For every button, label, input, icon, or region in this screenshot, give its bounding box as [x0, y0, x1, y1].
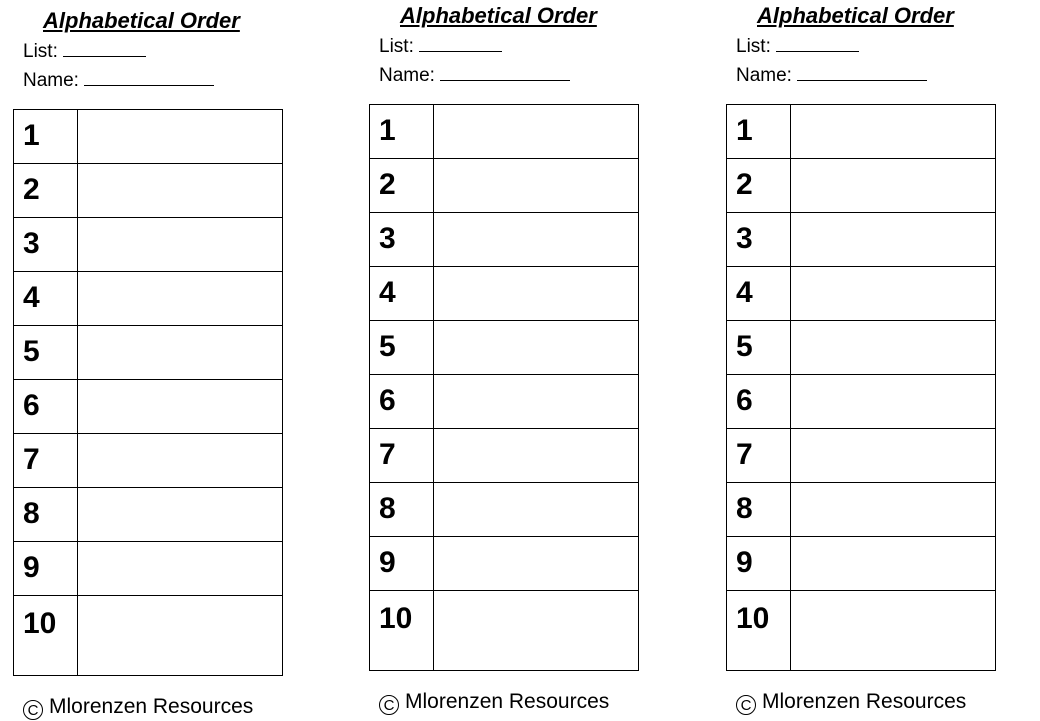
worksheet-title: Alphabetical Order [43, 8, 240, 33]
list-field [379, 36, 502, 58]
table-row [370, 483, 639, 537]
name-blank[interactable] [440, 66, 570, 81]
row-number: 1 [14, 110, 78, 164]
list-blank[interactable] [776, 37, 859, 52]
answer-table [726, 104, 996, 671]
row-number: 5 [14, 326, 78, 380]
table-row [370, 321, 639, 375]
table-row [370, 159, 639, 213]
row-number: 2 [727, 159, 791, 213]
row-number: 1 [370, 105, 434, 159]
row-number: 2 [370, 159, 434, 213]
row-number: 8 [727, 483, 791, 537]
table-row [370, 213, 639, 267]
row-number: 8 [14, 488, 78, 542]
row-number: 7 [727, 429, 791, 483]
worksheet-title: Alphabetical Order [757, 3, 954, 28]
row-number: 2 [14, 164, 78, 218]
row-number: 9 [727, 537, 791, 591]
row-number: 3 [727, 213, 791, 267]
row-number: 7 [370, 429, 434, 483]
name-blank[interactable] [84, 71, 214, 86]
table-row [727, 267, 996, 321]
table-row [370, 375, 639, 429]
answer-cell[interactable] [434, 321, 639, 375]
name-field [23, 70, 214, 92]
row-number: 9 [14, 542, 78, 596]
copyright-line [379, 690, 609, 715]
answer-cell[interactable] [78, 488, 283, 542]
list-field [23, 41, 146, 63]
answer-cell[interactable] [434, 213, 639, 267]
answer-cell[interactable] [434, 537, 639, 591]
table-row [14, 542, 283, 596]
table-row [14, 218, 283, 272]
answer-cell[interactable] [791, 591, 996, 671]
worksheet-2 [369, 3, 669, 720]
list-label: List: [23, 41, 58, 62]
worksheet-3 [726, 3, 1026, 720]
answer-cell[interactable] [78, 164, 283, 218]
answer-cell[interactable] [791, 159, 996, 213]
name-label: Name: [379, 65, 435, 86]
table-row [14, 110, 283, 164]
table-row [14, 488, 283, 542]
table-row [727, 321, 996, 375]
row-number: 8 [370, 483, 434, 537]
table-row [14, 326, 283, 380]
table-row [14, 596, 283, 676]
answer-cell[interactable] [791, 213, 996, 267]
list-blank[interactable] [63, 42, 146, 57]
row-number: 10 [14, 596, 78, 676]
answer-cell[interactable] [791, 483, 996, 537]
row-number: 9 [370, 537, 434, 591]
table-row [14, 164, 283, 218]
answer-cell[interactable] [791, 375, 996, 429]
row-number: 5 [727, 321, 791, 375]
table-row [727, 591, 996, 671]
table-row [727, 483, 996, 537]
row-number: 4 [727, 267, 791, 321]
table-row [727, 213, 996, 267]
name-label: Name: [23, 70, 79, 91]
table-row [727, 105, 996, 159]
table-row [14, 380, 283, 434]
row-number: 6 [14, 380, 78, 434]
row-number: 5 [370, 321, 434, 375]
table-row [370, 537, 639, 591]
answer-cell[interactable] [434, 591, 639, 671]
table-row [370, 267, 639, 321]
row-number: 3 [370, 213, 434, 267]
copyright-line [23, 695, 253, 720]
copyright-icon: C [379, 695, 399, 715]
answer-cell[interactable] [434, 375, 639, 429]
copyright-text: Mlorenzen Resources [762, 690, 967, 713]
answer-cell[interactable] [78, 434, 283, 488]
answer-cell[interactable] [78, 272, 283, 326]
answer-table [13, 109, 283, 676]
answer-cell[interactable] [78, 542, 283, 596]
table-row [370, 429, 639, 483]
row-number: 10 [727, 591, 791, 671]
answer-cell[interactable] [434, 429, 639, 483]
answer-cell[interactable] [434, 267, 639, 321]
answer-cell[interactable] [791, 267, 996, 321]
worksheet-title: Alphabetical Order [400, 3, 597, 28]
table-row [14, 272, 283, 326]
answer-cell[interactable] [78, 596, 283, 676]
copyright-icon: C [23, 700, 43, 720]
row-number: 3 [14, 218, 78, 272]
list-field [736, 36, 859, 58]
list-label: List: [736, 36, 771, 57]
answer-cell[interactable] [78, 380, 283, 434]
row-number: 6 [727, 375, 791, 429]
row-number: 4 [370, 267, 434, 321]
answer-table [369, 104, 639, 671]
table-row [727, 159, 996, 213]
copyright-line [736, 690, 966, 715]
list-blank[interactable] [419, 37, 502, 52]
name-blank[interactable] [797, 66, 927, 81]
list-label: List: [379, 36, 414, 57]
answer-cell[interactable] [791, 321, 996, 375]
worksheet-1 [13, 8, 313, 720]
table-row [727, 537, 996, 591]
table-row [727, 429, 996, 483]
copyright-text: Mlorenzen Resources [405, 690, 610, 713]
answer-cell[interactable] [78, 218, 283, 272]
table-row [14, 434, 283, 488]
copyright-icon: C [736, 695, 756, 715]
row-number: 6 [370, 375, 434, 429]
answer-cell[interactable] [791, 105, 996, 159]
answer-cell[interactable] [78, 110, 283, 164]
row-number: 10 [370, 591, 434, 671]
table-row [727, 375, 996, 429]
table-row [370, 105, 639, 159]
table-row [370, 591, 639, 671]
answer-cell[interactable] [791, 429, 996, 483]
row-number: 4 [14, 272, 78, 326]
answer-cell[interactable] [791, 537, 996, 591]
name-field [736, 65, 927, 87]
row-number: 1 [727, 105, 791, 159]
answer-cell[interactable] [434, 159, 639, 213]
answer-cell[interactable] [434, 105, 639, 159]
copyright-text: Mlorenzen Resources [49, 695, 254, 718]
name-label: Name: [736, 65, 792, 86]
row-number: 7 [14, 434, 78, 488]
answer-cell[interactable] [78, 326, 283, 380]
name-field [379, 65, 570, 87]
answer-cell[interactable] [434, 483, 639, 537]
